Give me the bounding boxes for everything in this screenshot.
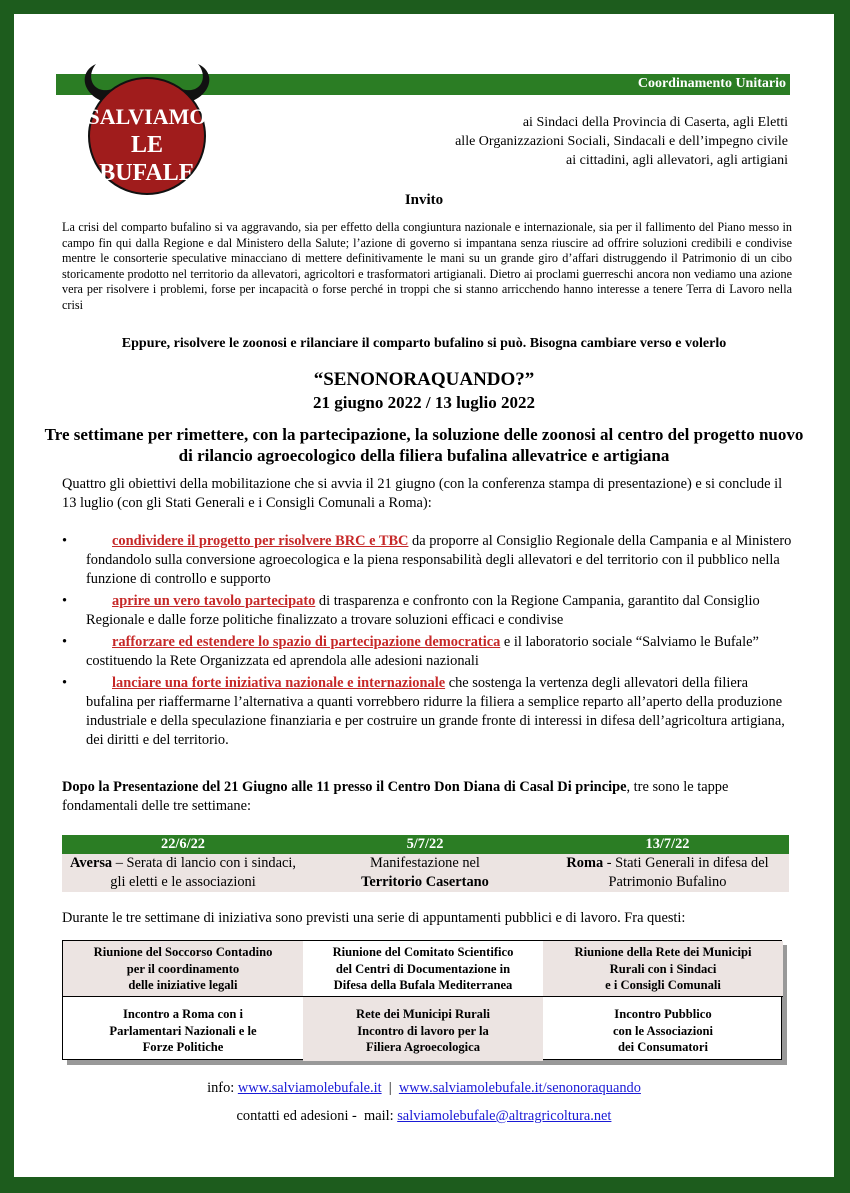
objective-link[interactable]: lanciare una forte iniziativa nazionale e internazionale (112, 675, 446, 691)
appointment-cell: Rete dei Municipi Rurali Incontro di lavoro per la Filiera Agroecologica (303, 997, 543, 1061)
logo-text-line-3: BUFALE (99, 160, 195, 186)
recipients-block (368, 113, 788, 170)
appointment-cell: Incontro Pubblico con le Associazioni dei Consumatori (612, 1007, 714, 1054)
objective-text: da proporre al Consiglio Regionale della Campania e al Ministero fondandolo sulla conversione agroecologica e la piena responsabilità degli allevatori e del territorio con il pubblico nella funzione di controllo e supporto (86, 533, 792, 587)
eppure-statement: Eppure, risolvere le zoonosi e rilanciare il comparto bufalino si può. Bisogna cambiare verso e volerlo (121, 336, 727, 351)
stages-intro (62, 778, 792, 816)
bullet-dot: • (62, 675, 68, 691)
stages-intro-rest: , tre sono le tappe fondamentali delle tre settimane: (62, 779, 729, 814)
salviamo-le-bufale-logo (76, 42, 218, 197)
appointment-cell: Incontro a Roma con i Parlamentari Nazionali e le Forze Politiche (109, 1007, 257, 1054)
objectives-list (62, 532, 792, 750)
logo-text-line-1: SALVIAMO (87, 104, 207, 129)
stage-cell: Aversa – Serata di lancio con i sindaci, gli eletti e le associazioni (62, 854, 304, 892)
website-link[interactable]: www.salviamolebufale.it (237, 1080, 382, 1096)
appointment-cell: Riunione del Soccorso Contadino per il coordinamento delle iniziative legali (63, 941, 303, 997)
campaign-title: “SENONORAQUANDO?” (313, 369, 535, 390)
recipient-line: alle Organizzazioni Sociali, Sindacali e dell’impegno civile (455, 134, 788, 149)
objective-item (62, 674, 792, 750)
objective-item (62, 532, 792, 589)
stage-cell: Manifestazione nel Territorio Casertano (304, 854, 546, 892)
appointments-intro: Durante le tre settimane di iniziativa sono previsti una serie di appuntamenti pubblici e di lavoro. Fra questi: (62, 910, 686, 926)
stage-date: 22/6/22 (62, 835, 304, 854)
stage-date: 5/7/22 (304, 835, 546, 854)
objective-link[interactable]: aprire un vero tavolo partecipato (112, 593, 316, 609)
objective-text: che sostenga la vertenza degli allevatori della filiera bufalina per riaffermarne l’alternativa a quanti vorrebbero ridurre la filiera a semplice reparto all’aperto della produzione industriale e della speculazione finanziaria e per costruire un grande fronte di interessi in difesa dell’agricoltura artigiana, dei diritti e del territorio. (86, 675, 785, 748)
stages-table (62, 835, 789, 892)
objective-item (62, 633, 792, 671)
bullet-dot: • (62, 634, 68, 650)
stages-intro-bold: Dopo la Presentazione del 21 Giugno alle 11 presso il Centro Don Diana di Casal Di principe (62, 779, 627, 795)
intro-paragraph: La crisi del comparto bufalino si va aggravando, sia per effetto della congiuntura nazionale e internazionale, sia per il fallimento del Piano messo in campo fin qui dalla Regione e dal Ministero della Salute; l’azione di governo si impantana senza riuscire ad offrire soluzioni credibili e condivise mentre le consorterie speculative minacciano di mettere definitivamente le mani su un grande giro d’affari distruggendo il Patrimonio di un cibo storicamente prodotto nel territorio da allevatori, agricoltori e trasformatori artigianali. Dietro ai proclami guerreschi ancora non vediamo una azione vera per risolvere i problemi, forse per incapacità o forse perché in troppi che si stanno arricchendo hanno interesse a tenere Terra di Lavoro nella crisi (62, 220, 792, 312)
contact-line: contatti ed adesioni - mail: salviamolebufale@altragricoltura.net (236, 1108, 612, 1124)
email-link[interactable]: salviamolebufale@altragricoltura.net (397, 1108, 612, 1124)
objective-link[interactable]: rafforzare ed estendere lo spazio di partecipazione democratica (112, 634, 501, 650)
campaign-link[interactable]: www.salviamolebufale.it/senonoraquando (398, 1080, 641, 1096)
stage-cell: Roma - Stati Generali in difesa del Patrimonio Bufalino (546, 854, 789, 892)
campaign-dates: 21 giugno 2022 / 13 luglio 2022 (313, 393, 535, 412)
appointments-box (62, 940, 782, 1060)
document-page (14, 14, 834, 1177)
appointment-cell: Riunione del Comitato Scientifico del Centri di Documentazione in Difesa della Bufala Mediterranea (303, 941, 543, 997)
appointment-cell: Riunione della Rete dei Municipi Rurali con i Sindaci e i Consigli Comunali (543, 941, 783, 997)
recipient-line: ai Sindaci della Provincia di Caserta, agli Eletti (522, 115, 788, 130)
bullet-dot: • (62, 593, 68, 609)
objective-item (62, 592, 792, 630)
objectives-intro: Quattro gli obiettivi della mobilitazione che si avvia il 21 giugno (con la conferenza stampa di presentazione) e si conclude il 13 luglio (con gli Stati Generali e i Consigli Comunali a Roma): (62, 476, 783, 511)
logo-text-line-2: LE (130, 132, 164, 158)
objective-text: e il laboratorio sociale “Salviamo le Bufale” costituendo la Rete Organizzata ed aprendola alle adesioni nazionali (86, 634, 759, 669)
recipient-line: ai cittadini, agli allevatori, agli artigiani (566, 153, 788, 168)
header-band-label: Coordinamento Unitario (637, 76, 786, 91)
stage-date: 13/7/22 (546, 835, 789, 854)
objective-link[interactable]: condividere il progetto per risolvere BRC e TBC (112, 533, 409, 549)
campaign-headline: Tre settimane per rimettere, con la partecipazione, la soluzione delle zoonosi al centro del progetto nuovo di rilancio agroecologico della filiera bufalina allevatrice e artigiana (44, 425, 804, 465)
info-line: info: www.salviamolebufale.it | www.salviamolebufale.it/senonoraquando (207, 1080, 641, 1096)
bullet-dot: • (62, 533, 68, 549)
invito-heading: Invito (404, 192, 444, 208)
objective-text: di trasparenza e confronto con la Regione Campania, garantito dal Consiglio Regionale e dalle forze politiche finalizzato a trovare soluzioni efficaci e condivise (86, 593, 760, 628)
